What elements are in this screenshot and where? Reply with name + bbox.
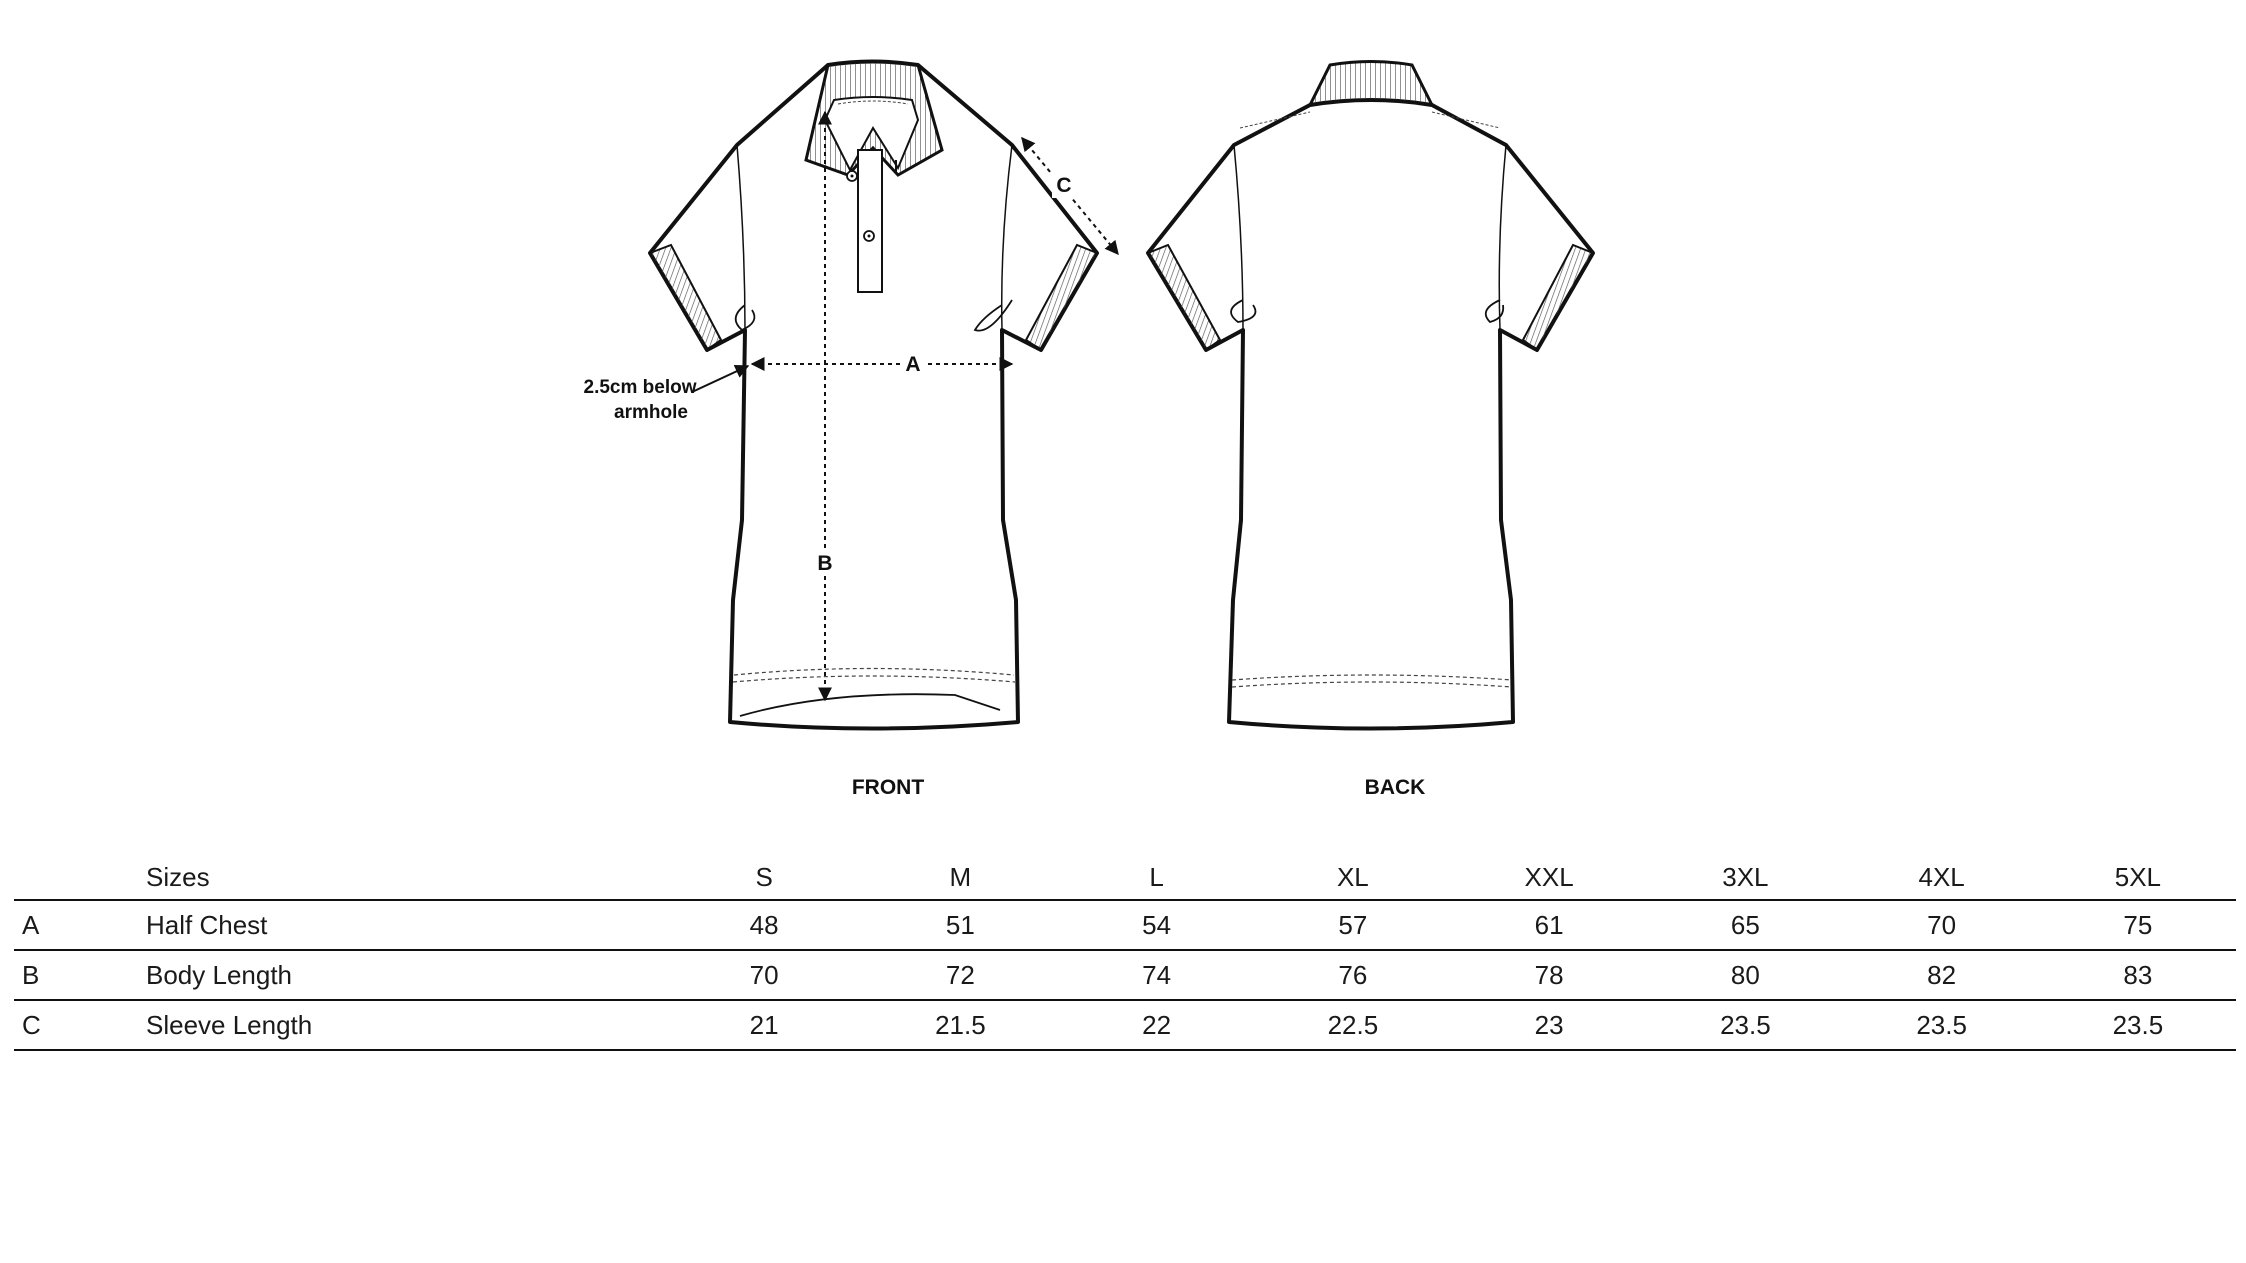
table-cell: 22 xyxy=(1059,1000,1255,1050)
size-header: 3XL xyxy=(1647,855,1843,900)
label-a: A xyxy=(905,353,921,376)
table-cell: 80 xyxy=(1647,950,1843,1000)
table-cell: 70 xyxy=(666,950,862,1000)
table-cell: 78 xyxy=(1451,950,1647,1000)
row-key: A xyxy=(14,900,146,950)
row-name: Body Length xyxy=(146,950,666,1000)
front-label: FRONT xyxy=(851,776,925,799)
table-cell: 76 xyxy=(1255,950,1451,1000)
row-key: C xyxy=(14,1000,146,1050)
table-row xyxy=(14,950,2236,1000)
row-name: Half Chest xyxy=(146,900,666,950)
table-cell: 22.5 xyxy=(1255,1000,1451,1050)
size-header: 4XL xyxy=(1844,855,2040,900)
row-key: B xyxy=(14,950,146,1000)
back-label: BACK xyxy=(1364,776,1426,799)
table-cell: 48 xyxy=(666,900,862,950)
size-header: S xyxy=(666,855,862,900)
table-cell: 23 xyxy=(1451,1000,1647,1050)
table-cell: 70 xyxy=(1844,900,2040,950)
table-row xyxy=(14,900,2236,950)
front-shirt xyxy=(650,62,1097,729)
label-b: B xyxy=(817,552,833,575)
table-cell: 72 xyxy=(862,950,1058,1000)
table-cell: 51 xyxy=(862,900,1058,950)
table-header-row xyxy=(14,855,2236,900)
size-header: XL xyxy=(1255,855,1451,900)
table-cell: 21.5 xyxy=(862,1000,1058,1050)
back-shirt xyxy=(1148,62,1593,729)
armhole-note-line2: armhole xyxy=(614,402,688,423)
table-row xyxy=(14,1000,2236,1050)
table-cell: 57 xyxy=(1255,900,1451,950)
size-chart-table xyxy=(14,855,2236,1051)
table-cell: 83 xyxy=(2040,950,2236,1000)
table-cell: 23.5 xyxy=(2040,1000,2236,1050)
row-name: Sleeve Length xyxy=(146,1000,666,1050)
table-cell: 21 xyxy=(666,1000,862,1050)
armhole-note-line1: 2.5cm below xyxy=(583,377,697,398)
table-cell: 75 xyxy=(2040,900,2236,950)
sizes-header: Sizes xyxy=(146,855,666,900)
table-cell: 61 xyxy=(1451,900,1647,950)
label-c: C xyxy=(1056,174,1072,197)
size-header: XXL xyxy=(1451,855,1647,900)
table-cell: 23.5 xyxy=(1844,1000,2040,1050)
back-collar xyxy=(1310,62,1432,106)
size-header: L xyxy=(1059,855,1255,900)
table-cell: 65 xyxy=(1647,900,1843,950)
table-cell: 74 xyxy=(1059,950,1255,1000)
table-cell: 23.5 xyxy=(1647,1000,1843,1050)
front-placket xyxy=(858,150,882,292)
size-header: 5XL xyxy=(2040,855,2236,900)
size-header: M xyxy=(862,855,1058,900)
back-body-outline xyxy=(1148,100,1593,729)
note-pointer xyxy=(692,366,748,392)
table-cell: 54 xyxy=(1059,900,1255,950)
table-cell: 82 xyxy=(1844,950,2040,1000)
